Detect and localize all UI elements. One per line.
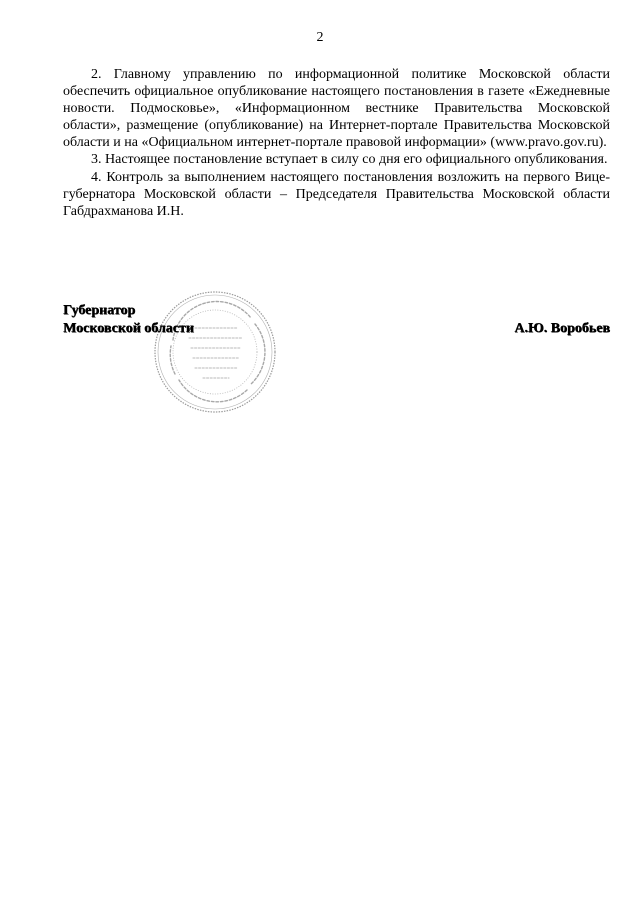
paragraph-effective-date: 3. Настоящее постановление вступает в силу со дня его официального опубликования. <box>91 152 608 168</box>
paragraph-publication: 2. Главному управлению по информационной политике Московской области обеспечить официальное опубликование настоящего постановления в газете «Ежедневные новости. Подмосковье», «Информационном вестнике Правительства Московской области», размещение (опубликование) на Интернет-портале Правительства Московской области и на «Официальном интернет-портале правовой информации» (www.pravo.gov.ru). <box>63 67 610 151</box>
document-body <box>63 66 610 220</box>
signatory-position <box>63 302 194 338</box>
signature-block <box>63 302 610 422</box>
signatory-position-line1: Губернатор <box>63 303 136 318</box>
signatory-position-line2: Московской области <box>63 321 194 336</box>
page-number: 2 <box>316 30 324 45</box>
signatory-name: А.Ю. Воробьев <box>514 321 610 336</box>
paragraph-control: 4. Контроль за выполнением настоящего постановления возложить на первого Вице-губернатора Московской области – Председателя Правительства Московской области Габдрахманова И.Н. <box>63 169 610 219</box>
